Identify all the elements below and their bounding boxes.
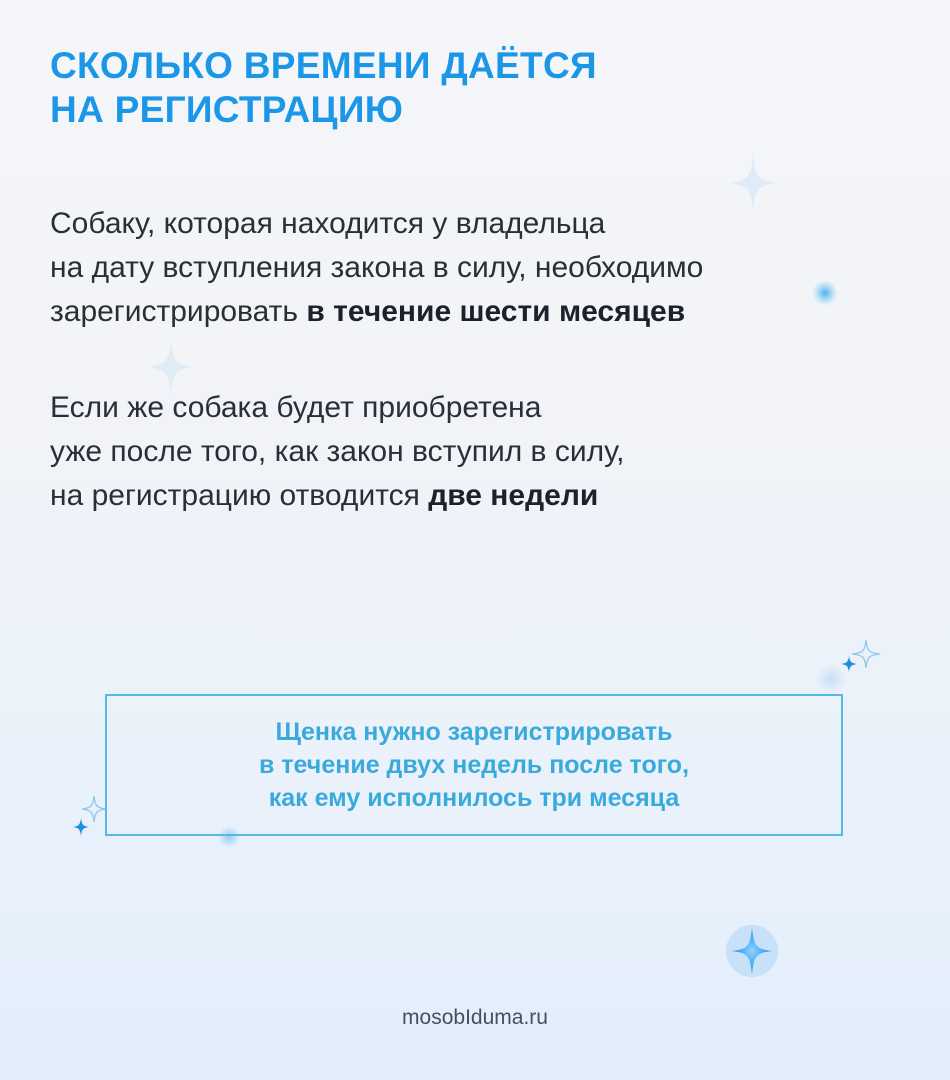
footer-site-link[interactable]: mosobIduma.ru <box>402 1006 548 1029</box>
puppy-notice-box <box>105 694 843 836</box>
glow-dot-decoration <box>812 280 838 306</box>
existing-dog-paragraph <box>50 202 703 334</box>
title-line: СКОЛЬКО ВРЕМЕНИ ДАЁТСЯ <box>50 45 597 86</box>
sparkle-icon <box>722 918 782 984</box>
two-weeks-highlight: две недели <box>428 479 599 512</box>
paragraph-line <box>50 290 703 334</box>
notice-line: Щенка нужно зарегистрировать <box>275 717 673 746</box>
paragraph-line: Собаку, которая находится у владельца <box>50 207 606 240</box>
sparkle-icon <box>72 794 108 840</box>
paragraph-line <box>50 474 624 518</box>
title-line: НА РЕГИСТРАЦИЮ <box>50 89 404 130</box>
paragraph-text: на регистрацию отводится <box>50 479 429 512</box>
page-title <box>50 44 597 132</box>
paragraph-line: на дату вступления закона в силу, необходимо <box>50 251 704 284</box>
sparkle-icon <box>726 152 780 214</box>
new-dog-paragraph <box>50 386 624 518</box>
paragraph-line: уже после того, как закон вступил в силу, <box>50 435 625 468</box>
six-months-highlight: в течение шести месяцев <box>306 295 686 328</box>
paragraph-line: Если же собака будет приобретена <box>50 391 542 424</box>
paragraph-text: зарегистрировать <box>50 295 307 328</box>
sparkle-icon <box>840 638 882 680</box>
notice-line: в течение двух недель после того, <box>258 750 690 779</box>
notice-line: как ему исполнилось три месяца <box>268 783 680 812</box>
